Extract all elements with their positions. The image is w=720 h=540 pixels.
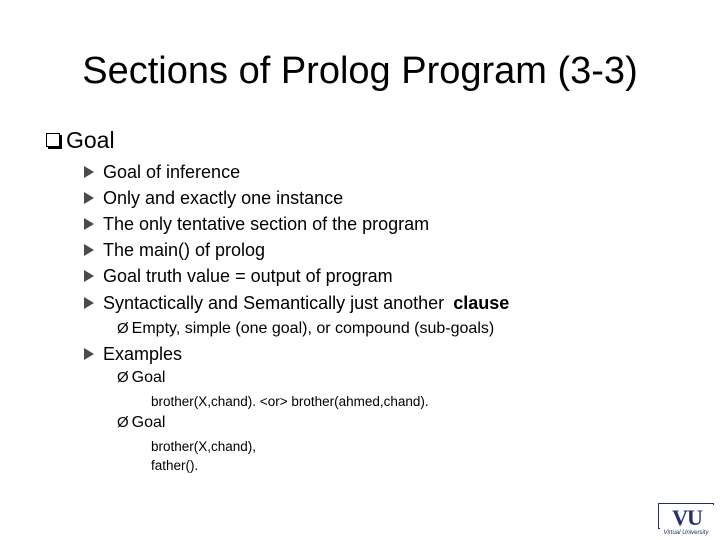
vu-logo-mark	[658, 503, 714, 529]
level1-item-goal	[46, 125, 115, 155]
bullet-item	[103, 239, 265, 261]
level1-label: Goal	[66, 127, 115, 153]
triangle-bullet-icon	[84, 297, 94, 309]
bullet-item	[103, 292, 509, 314]
bullet-item-examples	[103, 343, 182, 365]
triangle-bullet-icon	[84, 270, 94, 282]
bullet-bold-word: clause	[453, 293, 510, 313]
bullet-item	[103, 265, 393, 287]
bullet-item	[103, 187, 343, 209]
example-code-1: brother(X,chand). <or> brother(ahmed,chand).	[151, 394, 429, 409]
example-code-2-line2: father().	[151, 458, 199, 473]
bullet-text: Goal truth value = output of program	[103, 266, 393, 286]
example-code-2-line1: brother(X,chand),	[151, 439, 257, 454]
vu-logo-icon	[659, 504, 715, 530]
bullet-text: Only and exactly one instance	[103, 188, 344, 208]
triangle-bullet-icon	[84, 218, 94, 230]
arrow-bullet-icon: Ø	[117, 414, 129, 431]
triangle-bullet-icon	[84, 192, 94, 204]
triangle-bullet-icon	[84, 166, 94, 178]
checkbox-bullet-icon	[46, 133, 60, 147]
bullet-item	[103, 213, 429, 235]
sub-bullet-text: Empty, simple (one goal), or compound (sub-goals)	[131, 320, 495, 337]
vu-logo	[658, 503, 714, 537]
bullet-text: Goal of inference	[103, 162, 241, 182]
sub-bullet-item	[117, 319, 494, 339]
slide-title: Sections of Prolog Program (3-3)	[82, 50, 638, 92]
bullet-item	[103, 161, 240, 183]
vu-logo-text: VU	[672, 505, 702, 530]
example-label-2	[117, 413, 165, 433]
example-label-1	[117, 368, 165, 388]
example-label-text: Goal	[131, 414, 166, 431]
example-label-text: Goal	[131, 369, 166, 386]
bullet-text: Syntactically and Semantically just another	[103, 293, 445, 313]
vu-logo-subtext: Virtual University	[663, 530, 709, 536]
bullet-text: The only tentative section of the program	[103, 214, 430, 234]
bullet-text: Examples	[103, 344, 183, 364]
triangle-bullet-icon	[84, 244, 94, 256]
triangle-bullet-icon	[84, 348, 94, 360]
arrow-bullet-icon: Ø	[117, 320, 129, 337]
arrow-bullet-icon: Ø	[117, 369, 129, 386]
bullet-text: The main() of prolog	[103, 240, 266, 260]
